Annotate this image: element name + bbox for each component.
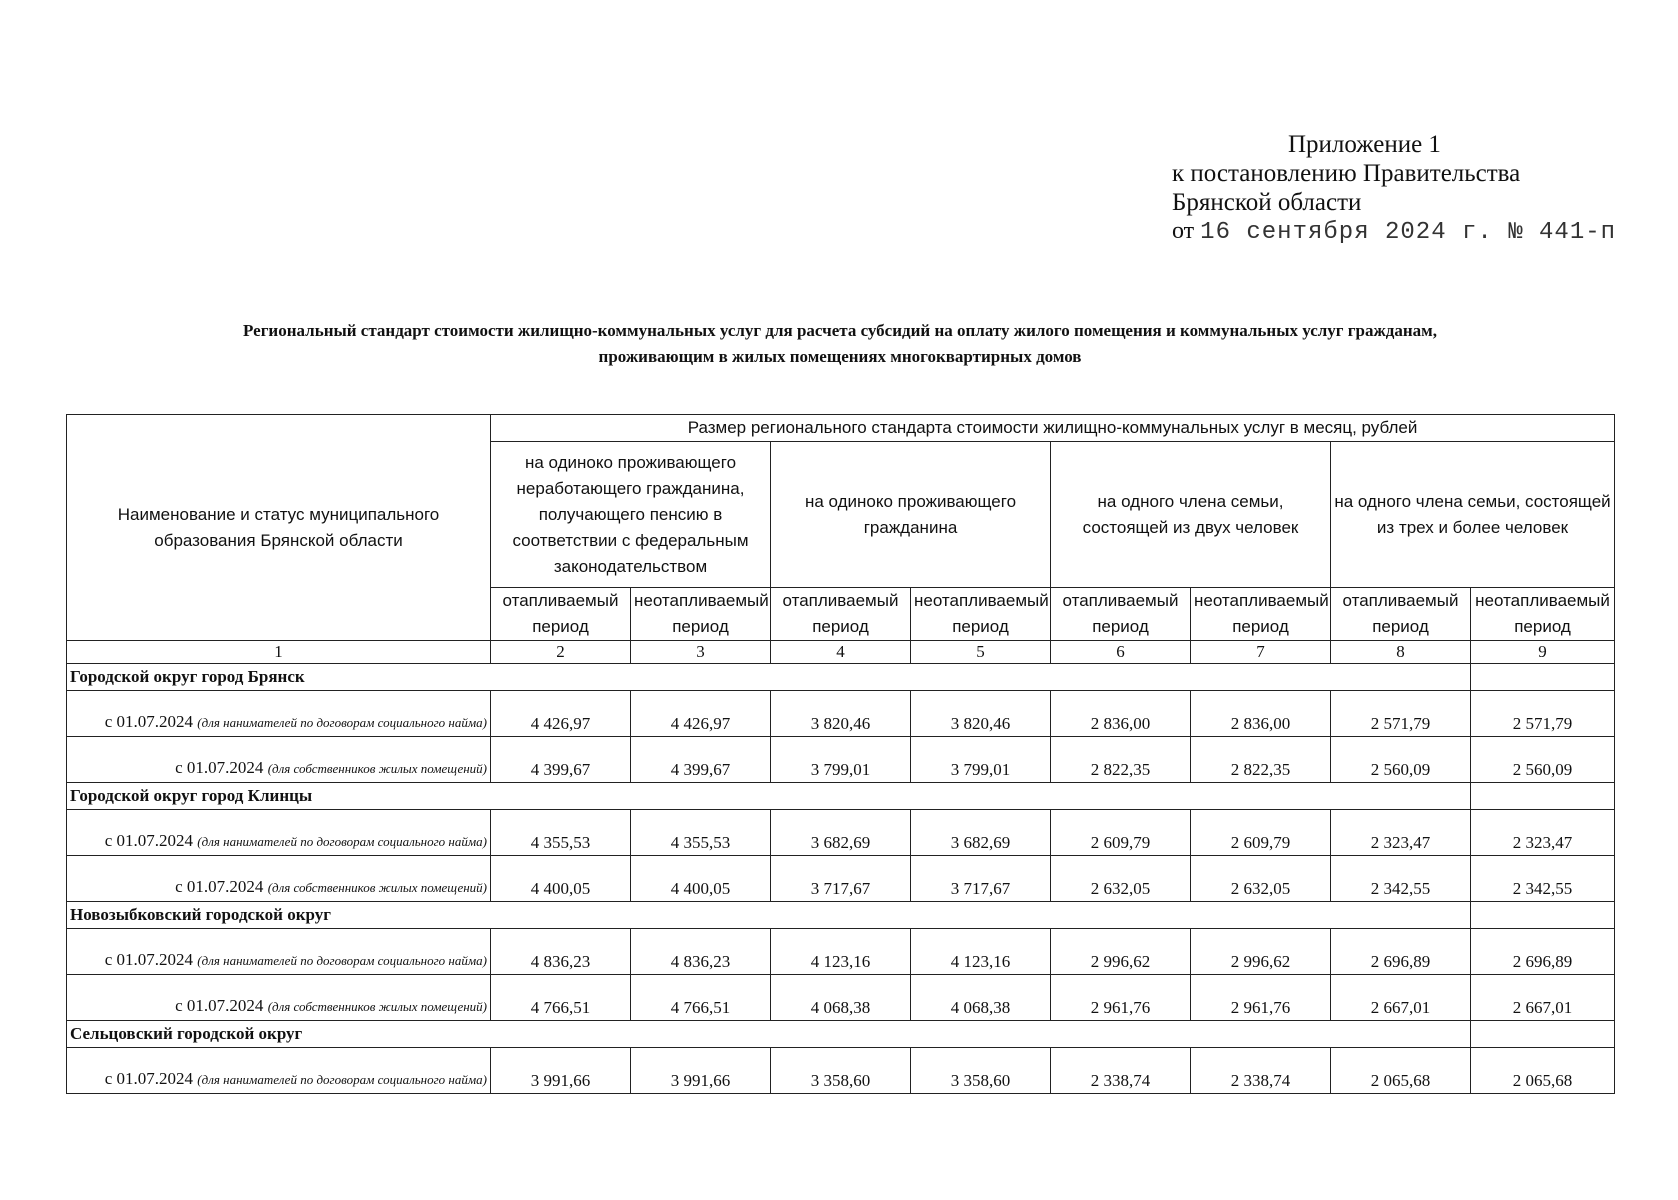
row-note: (для нанимателей по договорам социального найма) — [197, 1072, 487, 1087]
section-empty-cell — [1471, 902, 1615, 929]
table-row — [67, 810, 1615, 856]
column-number: 7 — [1191, 641, 1331, 664]
value-cell: 3 682,69 — [911, 810, 1051, 856]
attachment-line-3: Брянской области — [1172, 189, 1362, 216]
row-label — [67, 737, 491, 783]
header-size: Размер регионального стандарта стоимости жилищно-коммунальных услуг в месяц, рублей — [491, 415, 1615, 442]
row-note: (для нанимателей по договорам социального найма) — [197, 834, 487, 849]
section-name: Городской округ город Клинцы — [67, 783, 1471, 810]
value-cell: 2 323,47 — [1471, 810, 1615, 856]
table-row — [67, 929, 1615, 975]
value-cell: 4 400,05 — [491, 856, 631, 902]
value-cell: 2 609,79 — [1191, 810, 1331, 856]
value-cell: 2 822,35 — [1191, 737, 1331, 783]
row-label — [67, 856, 491, 902]
section-empty-cell — [1471, 664, 1615, 691]
subheader-cell: неотапливаемый период — [631, 588, 771, 641]
group-header: на одного члена семьи, состоящей из двух человек — [1051, 442, 1331, 588]
value-cell: 4 836,23 — [491, 929, 631, 975]
subheader-cell: неотапливаемый период — [1471, 588, 1615, 641]
subheader-cell: неотапливаемый период — [911, 588, 1051, 641]
row-date: с 01.07.2024 — [175, 996, 264, 1015]
value-cell: 2 836,00 — [1191, 691, 1331, 737]
header-municipality: Наименование и статус муниципального образования Брянской области — [67, 415, 491, 641]
value-cell: 2 342,55 — [1331, 856, 1471, 902]
section-name: Городской округ город Брянск — [67, 664, 1471, 691]
value-cell: 2 323,47 — [1331, 810, 1471, 856]
section-name: Новозыбковский городской округ — [67, 902, 1471, 929]
value-cell: 4 836,23 — [631, 929, 771, 975]
date-value: 16 сентября 2024 г. № 441-п — [1200, 219, 1617, 246]
table-row — [67, 691, 1615, 737]
value-cell: 4 355,53 — [631, 810, 771, 856]
value-cell: 2 338,74 — [1191, 1048, 1331, 1094]
table-row — [67, 856, 1615, 902]
attachment-line-2: к постановлению Правительства — [1172, 160, 1521, 187]
value-cell: 2 632,05 — [1051, 856, 1191, 902]
value-cell: 2 338,74 — [1051, 1048, 1191, 1094]
value-cell: 2 836,00 — [1051, 691, 1191, 737]
attachment-header — [1172, 130, 1616, 247]
row-label — [67, 810, 491, 856]
section-empty-cell — [1471, 783, 1615, 810]
value-cell: 2 822,35 — [1051, 737, 1191, 783]
value-cell: 2 996,62 — [1191, 929, 1331, 975]
value-cell: 3 799,01 — [911, 737, 1051, 783]
value-cell: 4 426,97 — [491, 691, 631, 737]
column-number: 5 — [911, 641, 1051, 664]
row-note: (для собственников жилых помещений) — [267, 761, 487, 776]
section-row — [67, 664, 1615, 691]
row-label — [67, 1048, 491, 1094]
value-cell: 3 799,01 — [771, 737, 911, 783]
standard-cost-table — [66, 414, 1615, 1094]
column-number: 2 — [491, 641, 631, 664]
group-header: на одиноко проживающего гражданина — [771, 442, 1051, 588]
value-cell: 2 065,68 — [1471, 1048, 1615, 1094]
section-row — [67, 902, 1615, 929]
row-date: с 01.07.2024 — [104, 712, 194, 731]
value-cell: 2 571,79 — [1471, 691, 1615, 737]
value-cell: 3 717,67 — [771, 856, 911, 902]
subheader-cell: неотапливаемый период — [1191, 588, 1331, 641]
value-cell: 2 667,01 — [1331, 975, 1471, 1021]
value-cell: 2 696,89 — [1471, 929, 1615, 975]
column-number: 3 — [631, 641, 771, 664]
value-cell: 2 065,68 — [1331, 1048, 1471, 1094]
value-cell: 3 358,60 — [771, 1048, 911, 1094]
value-cell: 3 820,46 — [771, 691, 911, 737]
document-title — [70, 318, 1610, 370]
column-numbers-row — [67, 641, 1615, 664]
value-cell: 3 358,60 — [911, 1048, 1051, 1094]
value-cell: 3 991,66 — [631, 1048, 771, 1094]
row-date: с 01.07.2024 — [104, 950, 194, 969]
value-cell: 2 961,76 — [1191, 975, 1331, 1021]
title-line-1: Региональный стандарт стоимости жилищно-коммунальных услуг для расчета субсидий на оплату жилого помещения и коммунальных услуг гражданам, — [243, 321, 1437, 340]
table-row — [67, 975, 1615, 1021]
value-cell: 4 068,38 — [771, 975, 911, 1021]
row-date: с 01.07.2024 — [104, 1069, 194, 1088]
table-row — [67, 1048, 1615, 1094]
row-label — [67, 975, 491, 1021]
title-line-2: проживающим в жилых помещениях многоквартирных домов — [598, 347, 1082, 366]
value-cell: 4 766,51 — [491, 975, 631, 1021]
value-cell: 2 961,76 — [1051, 975, 1191, 1021]
value-cell: 4 068,38 — [911, 975, 1051, 1021]
subheader-cell: отапливаемый период — [491, 588, 631, 641]
row-date: с 01.07.2024 — [175, 877, 264, 896]
row-note: (для собственников жилых помещений) — [267, 999, 487, 1014]
value-cell: 3 717,67 — [911, 856, 1051, 902]
column-number: 1 — [67, 641, 491, 664]
value-cell: 3 682,69 — [771, 810, 911, 856]
row-label — [67, 929, 491, 975]
date-prefix: от — [1172, 218, 1195, 244]
column-number: 4 — [771, 641, 911, 664]
row-note: (для нанимателей по договорам социального найма) — [197, 953, 487, 968]
section-name: Сельцовский городской округ — [67, 1021, 1471, 1048]
section-row — [67, 783, 1615, 810]
value-cell: 3 820,46 — [911, 691, 1051, 737]
value-cell: 4 400,05 — [631, 856, 771, 902]
group-header: на одного члена семьи, состоящей из трех и более человек — [1331, 442, 1615, 588]
section-row — [67, 1021, 1615, 1048]
value-cell: 4 426,97 — [631, 691, 771, 737]
value-cell: 2 996,62 — [1051, 929, 1191, 975]
value-cell: 4 766,51 — [631, 975, 771, 1021]
value-cell: 2 560,09 — [1331, 737, 1471, 783]
attachment-date-line — [1172, 217, 1616, 247]
column-number: 9 — [1471, 641, 1615, 664]
group-header: на одиноко проживающего неработающего гражданина, получающего пенсию в соответствии с федеральным законодательством — [491, 442, 771, 588]
value-cell: 3 991,66 — [491, 1048, 631, 1094]
subheader-cell: отапливаемый период — [1331, 588, 1471, 641]
value-cell: 2 632,05 — [1191, 856, 1331, 902]
attachment-line-1: Приложение 1 — [1288, 131, 1441, 158]
value-cell: 2 696,89 — [1331, 929, 1471, 975]
row-note: (для собственников жилых помещений) — [267, 880, 487, 895]
value-cell: 4 123,16 — [911, 929, 1051, 975]
column-number: 8 — [1331, 641, 1471, 664]
value-cell: 4 399,67 — [491, 737, 631, 783]
row-label — [67, 691, 491, 737]
table-row — [67, 737, 1615, 783]
value-cell: 2 342,55 — [1471, 856, 1615, 902]
value-cell: 4 399,67 — [631, 737, 771, 783]
row-date: с 01.07.2024 — [175, 758, 264, 777]
subheader-cell: отапливаемый период — [1051, 588, 1191, 641]
row-date: с 01.07.2024 — [104, 831, 194, 850]
value-cell: 4 355,53 — [491, 810, 631, 856]
value-cell: 2 560,09 — [1471, 737, 1615, 783]
section-empty-cell — [1471, 1021, 1615, 1048]
value-cell: 2 667,01 — [1471, 975, 1615, 1021]
column-number: 6 — [1051, 641, 1191, 664]
value-cell: 4 123,16 — [771, 929, 911, 975]
row-note: (для нанимателей по договорам социального найма) — [197, 715, 487, 730]
value-cell: 2 571,79 — [1331, 691, 1471, 737]
value-cell: 2 609,79 — [1051, 810, 1191, 856]
subheader-cell: отапливаемый период — [771, 588, 911, 641]
